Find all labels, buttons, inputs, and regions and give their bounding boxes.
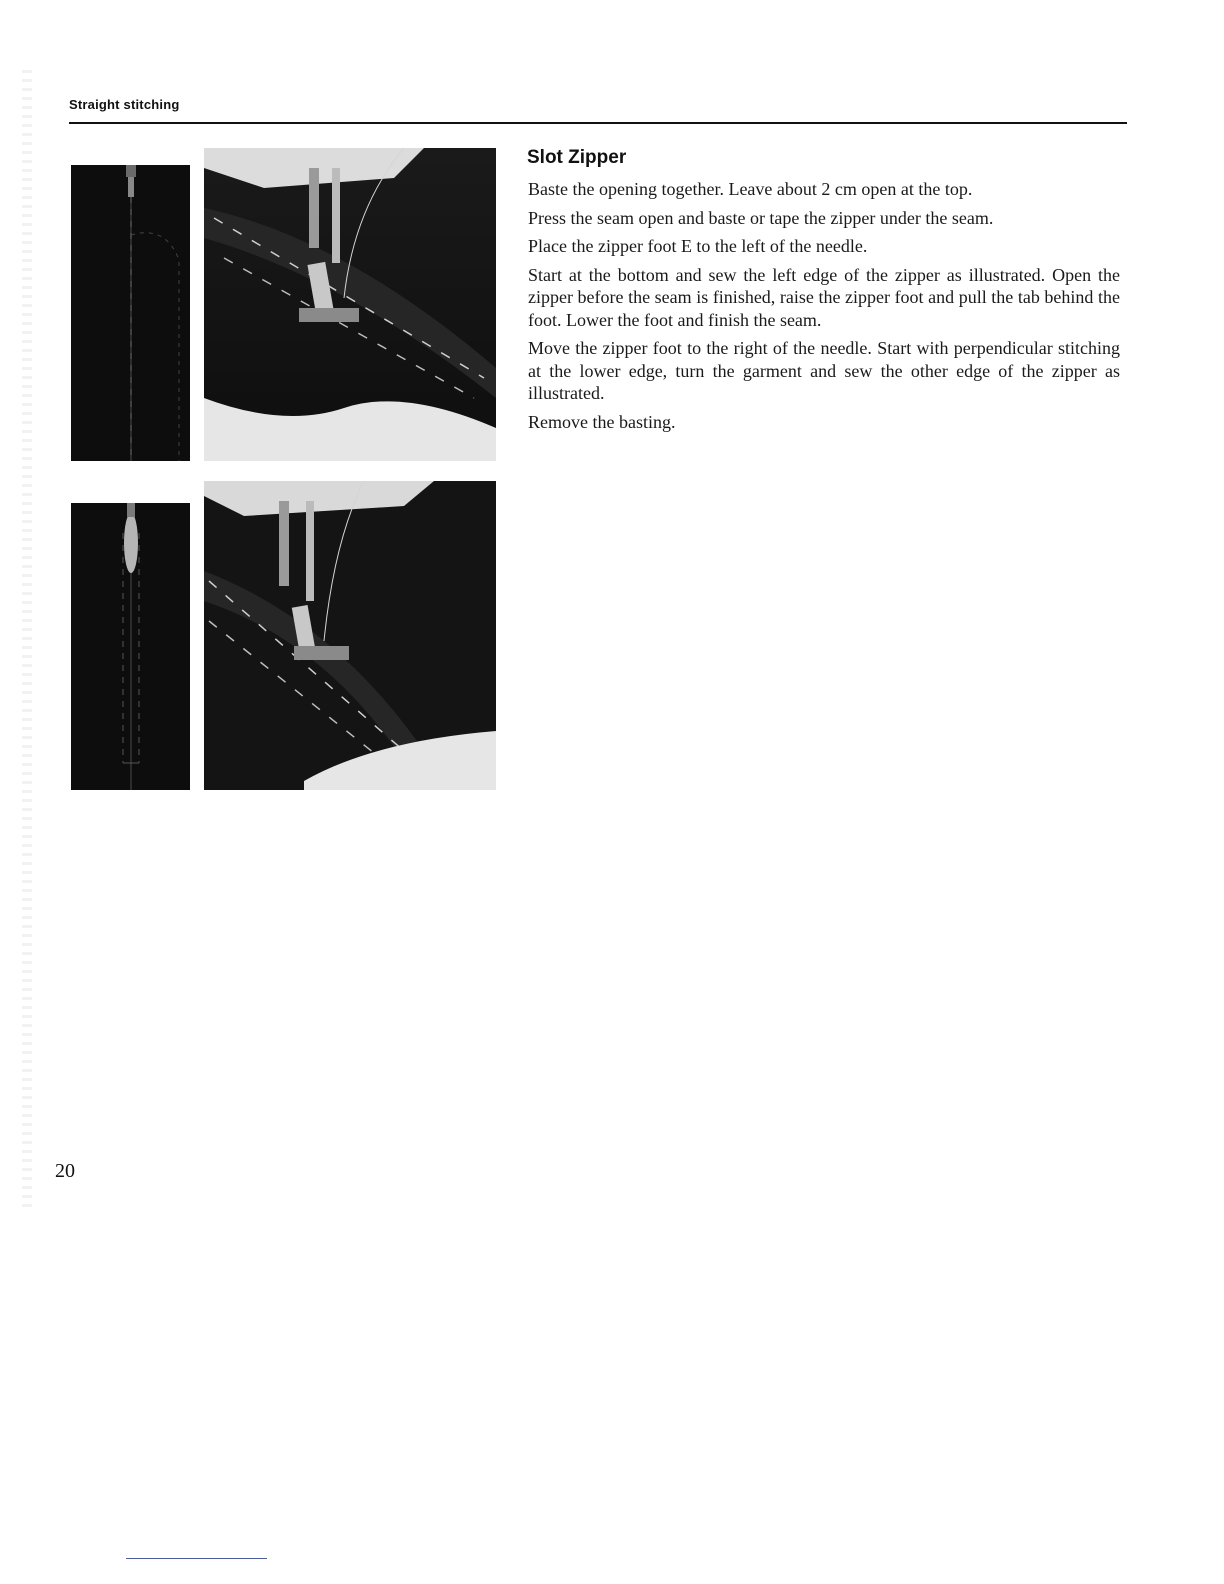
instruction-paragraph: Press the seam open and baste or tape the zipper under the seam. (528, 207, 994, 228)
sewing-photo-bottom (204, 481, 496, 790)
scan-edge-artifact (22, 70, 32, 1210)
instruction-paragraph: Remove the basting. (528, 411, 676, 432)
instruction-paragraph: Move the zipper foot to the right of the needle. Start with perpendicular stitching at the lower edge, turn the garment and sew the other edge of the zipper as illustrated. (528, 338, 1120, 403)
instruction-paragraph: Start at the bottom and sew the left edge of the zipper as illustrated. Open the zipper before the seam is finished, raise the zipper foot and pull the tab behind the foot. Lower the foot and finish the seam. (528, 264, 1120, 330)
header-rule (69, 122, 1127, 124)
instruction-paragraph: Baste the opening together. Leave about 2 cm open at the top. (528, 179, 973, 199)
page-number: 20 (55, 1160, 75, 1182)
sewing-photo-top (204, 148, 496, 461)
zipper-illustration-bottom (71, 503, 190, 790)
instruction-paragraph: Place the zipper foot E to the left of the needle. (528, 236, 868, 256)
running-header: Straight stitching (69, 97, 180, 112)
instructions-text (528, 178, 1120, 439)
sewing-bottom-drawing (204, 481, 496, 790)
sewing-top-drawing (204, 148, 496, 461)
footer-rule (126, 1558, 267, 1559)
zipper-bottom-drawing (71, 503, 190, 790)
section-title: Slot Zipper (527, 147, 627, 168)
zipper-top-drawing (71, 165, 190, 461)
zipper-illustration-top (71, 165, 190, 461)
